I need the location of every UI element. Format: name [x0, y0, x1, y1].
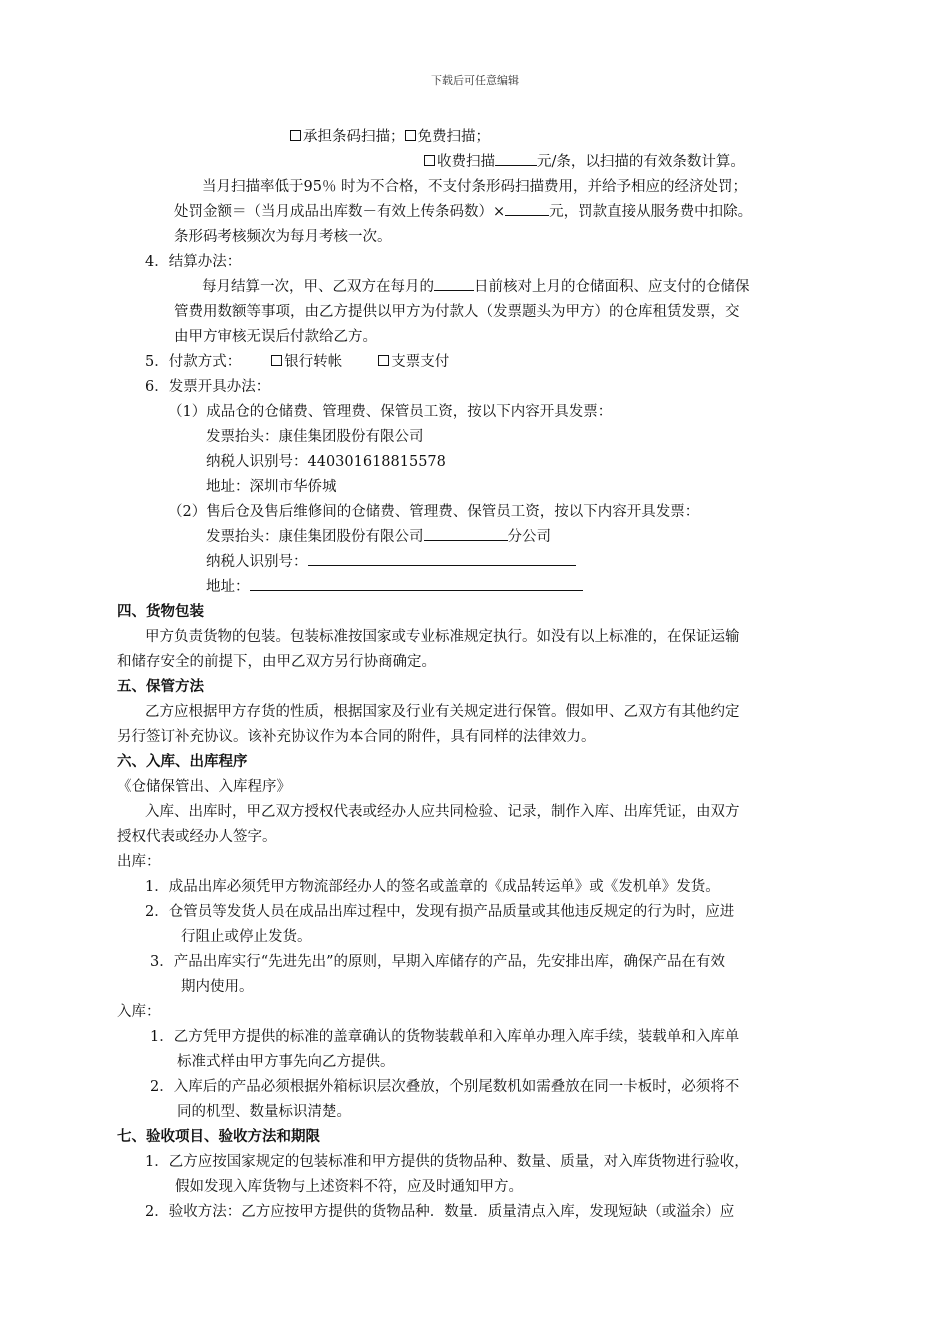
- invoice-header-2-text: 发票抬头：康佳集团股份有限公司: [206, 529, 424, 545]
- penalty-formula-suffix: 元，罚款直接从服务费中扣除。: [549, 204, 753, 220]
- address-2: [206, 576, 583, 598]
- section-7-item-1-cont: 假如发现入库货物与上述资料不符，应及时通知甲方。: [175, 1179, 523, 1195]
- inbound-title: 入库：: [117, 1004, 161, 1020]
- section-4-line-2: 和储存安全的前提下，由甲乙双方另行协商确定。: [117, 654, 436, 670]
- settlement-line-1: [202, 276, 750, 298]
- checkbox-icon: [378, 355, 389, 366]
- scan-options-line: [290, 126, 490, 148]
- payment-option-bank: 银行转帐: [284, 354, 343, 370]
- section-4-title: 四、货物包装: [117, 604, 204, 620]
- checkbox-icon: [405, 130, 416, 141]
- settlement-line-3: 由甲方审核无误后付款给乙方。: [174, 329, 377, 345]
- address-2-label: 地址：: [206, 579, 250, 595]
- scan-option-3: 收费扫描: [437, 154, 495, 170]
- section-5-line-1: 乙方应根据甲方存货的性质，根据国家及行业有关规定进行保管。假如甲、乙双方有其他约定: [145, 704, 740, 720]
- checkbox-icon: [271, 355, 282, 366]
- inbound-item-1: 1．乙方凭甲方提供的标准的盖章确认的货物装载单和入库单办理入库手续，装载单和入库单: [150, 1029, 740, 1045]
- checkbox-icon: [290, 130, 301, 141]
- outbound-item-2-cont: 行阻止或停止发货。: [181, 929, 312, 945]
- scan-option-1: 承担条码扫描；: [303, 129, 405, 145]
- taxpayer-id-2: [206, 551, 576, 573]
- invoice-part-1: （1）成品仓的仓储费、管理费、保管员工资，按以下内容开具发票：: [168, 404, 613, 420]
- section-6-line-1: 入库、出库时，甲乙双方授权代表或经办人应共同检验、记录，制作入库、出库凭证，由双方: [145, 804, 740, 820]
- penalty-formula: 处罚金额＝（当月成品出库数－有效上传条码数）×: [174, 204, 506, 220]
- blank-field: [424, 526, 508, 541]
- settlement-text-suffix: 日前核对上月的仓储面积、应支付的仓储保: [474, 279, 750, 295]
- blank-field: [495, 151, 537, 166]
- outbound-title: 出库：: [117, 854, 161, 870]
- inbound-item-1-cont: 标准式样由甲方事先向乙方提供。: [177, 1054, 395, 1070]
- inbound-item-2: 2．入库后的产品必须根据外箱标识层次叠放，个别尾数机如需叠放在同一卡板时，必须将不: [150, 1079, 740, 1095]
- payment-option-cheque: 支票支付: [391, 354, 450, 370]
- settlement-line-2: 管费用数额等事项，由乙方提供以甲方为付款人（发票题头为甲方）的仓库租赁发票，交: [174, 304, 740, 320]
- invoice-part-2: （2）售后仓及售后维修间的仓储费、管理费、保管员工资，按以下内容开具发票：: [168, 504, 700, 520]
- section-6-subtitle: 《仓储保管出、入库程序》: [117, 779, 291, 795]
- scan-option-3-suffix: 元/条，以扫描的有效条数计算。: [537, 154, 745, 170]
- blank-field: [505, 201, 549, 216]
- page-header: 下载后可任意编辑: [431, 74, 519, 87]
- blank-field: [250, 576, 583, 591]
- section-4-line-1: 甲方负责货物的包装。包装标准按国家或专业标准规定执行。如没有以上标准的，在保证运输: [145, 629, 740, 645]
- scan-rule-1: 当月扫描率低于95％ 时为不合格，不支付条形码扫描费用，并给予相应的经济处罚；: [202, 179, 748, 195]
- section-7-item-1: 1．乙方应按国家规定的包装标准和甲方提供的货物品种、数量、质量，对入库货物进行验收，: [145, 1154, 749, 1170]
- invoice-header-2: [206, 526, 551, 548]
- scan-fee-line: [424, 151, 745, 173]
- section-7-title: 七、验收项目、验收方法和期限: [117, 1129, 320, 1145]
- outbound-item-3-cont: 期内使用。: [181, 979, 254, 995]
- section-7-item-2: 2．验收方法：乙方应按甲方提供的货物品种．数量．质量清点入库，发现短缺（或溢余）应: [145, 1204, 735, 1220]
- section-5-title: 五、保管方法: [117, 679, 204, 695]
- outbound-item-3: 3．产品出库实行“先进先出”的原则，早期入库储存的产品，先安排出库，确保产品在有效: [150, 954, 726, 970]
- address-1: 地址：深圳市华侨城: [206, 479, 337, 495]
- blank-field: [434, 276, 474, 291]
- scan-rule-3: 条形码考核频次为每月考核一次。: [174, 229, 392, 245]
- outbound-item-2: 2．仓管员等发货人员在成品出库过程中，发现有损产品质量或其他违反规定的行为时，应进: [145, 904, 735, 920]
- payment-line: [145, 351, 449, 373]
- scan-rule-2: [174, 201, 752, 223]
- taxpayer-id-1: 纳税人识别号：440301618815578: [206, 454, 446, 470]
- checkbox-icon: [424, 155, 435, 166]
- outbound-item-1: 1．成品出库必须凭甲方物流部经办人的签名或盖章的《成品转运单》或《发机单》发货。: [145, 879, 720, 895]
- blank-field: [308, 551, 576, 566]
- scan-option-2: 免费扫描；: [417, 129, 490, 145]
- invoice-title: 6．发票开具办法：: [145, 379, 271, 395]
- section-6-line-2: 授权代表或经办人签字。: [117, 829, 277, 845]
- taxpayer-id-2-label: 纳税人识别号：: [206, 554, 308, 570]
- section-5-line-2: 另行签订补充协议。该补充协议作为本合同的附件，具有同样的法律效力。: [117, 729, 596, 745]
- settlement-text: 每月结算一次，甲、乙双方在每月的: [202, 279, 434, 295]
- payment-title: 5．付款方式：: [145, 354, 242, 370]
- settlement-title: 4．结算办法：: [145, 254, 242, 270]
- invoice-header-2-suffix: 分公司: [507, 529, 551, 545]
- section-6-title: 六、入库、出库程序: [117, 754, 248, 770]
- inbound-item-2-cont: 同的机型、数量标识清楚。: [177, 1104, 351, 1120]
- invoice-header-1: 发票抬头：康佳集团股份有限公司: [206, 429, 424, 445]
